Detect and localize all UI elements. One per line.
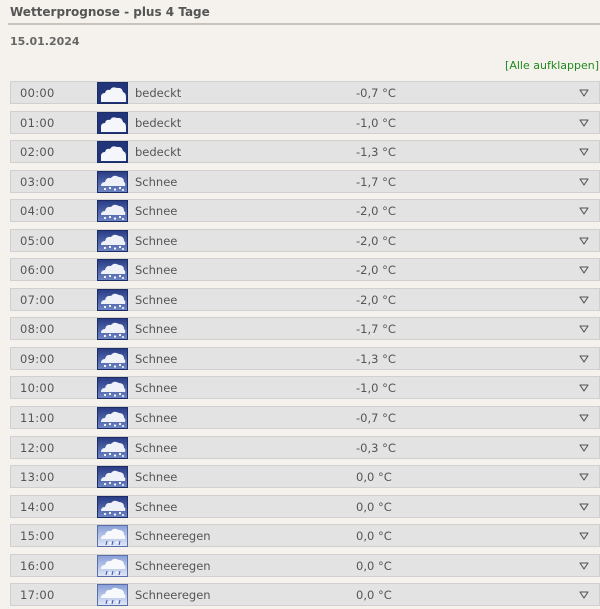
- forecast-time: 15:00: [20, 529, 55, 544]
- snow-icon: [97, 259, 128, 281]
- forecast-row[interactable]: [10, 436, 600, 459]
- chevron-down-icon[interactable]: [578, 499, 590, 513]
- forecast-row[interactable]: [10, 406, 600, 429]
- forecast-condition: Schnee: [135, 322, 178, 337]
- forecast-row[interactable]: [10, 465, 600, 488]
- snow-icon: [97, 466, 128, 488]
- forecast-date: 15.01.2024: [10, 35, 80, 48]
- forecast-time: 07:00: [20, 292, 55, 307]
- chevron-down-icon[interactable]: [578, 528, 590, 542]
- forecast-temperature: -2,0 °C: [356, 263, 396, 278]
- chevron-down-icon[interactable]: [578, 558, 590, 572]
- chevron-down-icon[interactable]: [578, 351, 590, 365]
- snow-icon: [97, 348, 128, 370]
- overcast-icon: [97, 112, 128, 134]
- chevron-down-icon[interactable]: [578, 85, 590, 99]
- forecast-row[interactable]: [10, 347, 600, 370]
- forecast-row[interactable]: [10, 229, 600, 252]
- forecast-row[interactable]: [10, 111, 600, 134]
- forecast-time: 08:00: [20, 322, 55, 337]
- snow-icon: [97, 171, 128, 193]
- chevron-down-icon[interactable]: [578, 233, 590, 247]
- forecast-condition: Schnee: [135, 440, 178, 455]
- forecast-row[interactable]: [10, 170, 600, 193]
- forecast-condition: Schnee: [135, 233, 178, 248]
- snow-icon: [97, 496, 128, 518]
- forecast-temperature: -0,3 °C: [356, 440, 396, 455]
- forecast-row[interactable]: [10, 258, 600, 281]
- forecast-temperature: -1,0 °C: [356, 381, 396, 396]
- sleet-icon: [97, 584, 128, 606]
- forecast-temperature: -1,0 °C: [356, 115, 396, 130]
- forecast-condition: bedeckt: [135, 86, 182, 100]
- forecast-temperature: -2,0 °C: [356, 204, 396, 219]
- forecast-condition: Schnee: [135, 204, 178, 219]
- forecast-temperature: 0,0 °C: [356, 558, 392, 573]
- forecast-condition: Schnee: [135, 263, 178, 278]
- forecast-condition: Schnee: [135, 470, 178, 485]
- chevron-down-icon[interactable]: [578, 262, 590, 276]
- forecast-time: 12:00: [20, 440, 55, 455]
- sleet-icon: [97, 525, 128, 547]
- forecast-temperature: -0,7 °C: [356, 86, 396, 100]
- forecast-time: 14:00: [20, 499, 55, 514]
- forecast-condition: Schnee: [135, 174, 178, 189]
- forecast-temperature: 0,0 °C: [356, 499, 392, 514]
- forecast-temperature: 0,0 °C: [356, 588, 392, 603]
- forecast-row[interactable]: [10, 554, 600, 577]
- forecast-time: 09:00: [20, 351, 55, 366]
- overcast-icon: [97, 141, 128, 163]
- overcast-icon: [97, 82, 128, 104]
- forecast-row[interactable]: [10, 524, 600, 547]
- snow-icon: [97, 407, 128, 429]
- forecast-condition: bedeckt: [135, 115, 182, 130]
- forecast-row[interactable]: [10, 376, 600, 399]
- forecast-temperature: -2,0 °C: [356, 233, 396, 248]
- forecast-condition: Schneeregen: [135, 529, 211, 544]
- forecast-time: 05:00: [20, 233, 55, 248]
- forecast-condition: Schneeregen: [135, 558, 211, 573]
- chevron-down-icon[interactable]: [578, 144, 590, 158]
- forecast-condition: bedeckt: [135, 145, 182, 160]
- chevron-down-icon[interactable]: [578, 115, 590, 129]
- forecast-row[interactable]: [10, 140, 600, 163]
- expand-all-link[interactable]: [Alle aufklappen]: [505, 59, 599, 72]
- chevron-down-icon[interactable]: [578, 321, 590, 335]
- forecast-time: 11:00: [20, 411, 55, 426]
- forecast-temperature: -1,3 °C: [356, 351, 396, 366]
- chevron-down-icon[interactable]: [578, 587, 590, 601]
- chevron-down-icon[interactable]: [578, 440, 590, 454]
- forecast-row[interactable]: [10, 288, 600, 311]
- forecast-temperature: 0,0 °C: [356, 529, 392, 544]
- title-divider: [8, 23, 600, 25]
- snow-icon: [97, 289, 128, 311]
- forecast-row[interactable]: [10, 317, 600, 340]
- forecast-time: 13:00: [20, 470, 55, 485]
- forecast-temperature: -0,7 °C: [356, 411, 396, 426]
- snow-icon: [97, 230, 128, 252]
- snow-icon: [97, 437, 128, 459]
- forecast-temperature: -1,3 °C: [356, 145, 396, 160]
- forecast-condition: Schnee: [135, 351, 178, 366]
- chevron-down-icon[interactable]: [578, 203, 590, 217]
- forecast-condition: Schnee: [135, 381, 178, 396]
- forecast-temperature: -2,0 °C: [356, 292, 396, 307]
- forecast-condition: Schnee: [135, 499, 178, 514]
- forecast-time: 17:00: [20, 588, 55, 603]
- forecast-condition: Schnee: [135, 411, 178, 426]
- snow-icon: [97, 318, 128, 340]
- sleet-icon: [97, 555, 128, 577]
- forecast-list: [10, 81, 600, 609]
- forecast-temperature: -1,7 °C: [356, 322, 396, 337]
- chevron-down-icon[interactable]: [578, 174, 590, 188]
- chevron-down-icon[interactable]: [578, 410, 590, 424]
- chevron-down-icon[interactable]: [578, 292, 590, 306]
- forecast-time: 01:00: [20, 115, 55, 130]
- chevron-down-icon[interactable]: [578, 469, 590, 483]
- snow-icon: [97, 377, 128, 399]
- page-title: Wetterprognose - plus 4 Tage: [10, 5, 210, 19]
- forecast-row[interactable]: [10, 199, 600, 222]
- chevron-down-icon[interactable]: [578, 380, 590, 394]
- forecast-row[interactable]: [10, 495, 600, 518]
- forecast-time: 02:00: [20, 145, 55, 160]
- forecast-condition: Schnee: [135, 292, 178, 307]
- forecast-time: 04:00: [20, 204, 55, 219]
- forecast-time: 06:00: [20, 263, 55, 278]
- forecast-temperature: -1,7 °C: [356, 174, 396, 189]
- forecast-row[interactable]: [10, 583, 600, 606]
- forecast-temperature: 0,0 °C: [356, 470, 392, 485]
- forecast-time: 00:00: [20, 86, 55, 100]
- forecast-condition: Schneeregen: [135, 588, 211, 603]
- snow-icon: [97, 200, 128, 222]
- forecast-time: 10:00: [20, 381, 55, 396]
- forecast-time: 16:00: [20, 558, 55, 573]
- forecast-row[interactable]: [10, 81, 600, 104]
- forecast-time: 03:00: [20, 174, 55, 189]
